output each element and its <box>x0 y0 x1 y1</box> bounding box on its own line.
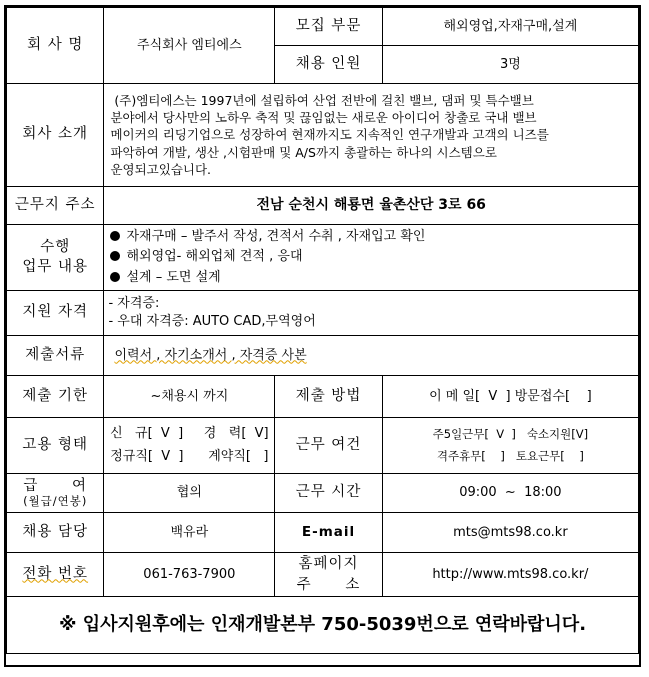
phone-label: 전화 번호 <box>7 553 104 597</box>
homepage-label-line1: 홈페이지 <box>298 556 359 573</box>
employment-type-line1: 신 규[ V ] 경 력[ V] <box>110 425 269 441</box>
recruit-dept-value: 해외영업,자재구매,설계 <box>382 8 638 46</box>
duties-list <box>104 225 639 291</box>
work-hours-value: 09:00 ~ 18:00 <box>382 474 638 513</box>
deadline-value: ~채용시 까지 <box>104 376 275 418</box>
intro-line: 운영되고있습니다. <box>110 161 212 177</box>
submit-method-label: 제출 방법 <box>275 376 383 418</box>
duty-item: 설계 – 도면 설계 <box>108 268 634 288</box>
intro-line: (주)엠티에스는 1997년에 설립하여 산업 전반에 걸친 밸브, 댐퍼 및 특수밸브 <box>110 92 534 108</box>
intro-line: 파악하여 개발, 생산 ,시험판매 및 A/S까지 총괄하는 하나의 시스템으로 <box>110 144 497 160</box>
homepage-label-line2: 주 소 <box>296 576 361 593</box>
work-conditions-line1: 주5일근무[ V ] 숙소지원[V] <box>432 426 589 441</box>
job-posting-table <box>6 7 639 654</box>
footer-notice: ※ 입사지원후에는 인재개발본부 750-5039번으로 연락바랍니다. <box>7 597 639 654</box>
company-name-value: 주식회사 엠티에스 <box>104 8 275 84</box>
company-name-label: 회 사 명 <box>7 8 104 84</box>
email-value[interactable]: mts@mts98.co.kr <box>382 513 638 553</box>
duty-item: 자재구매 – 발주서 작성, 견적서 수취 , 자재입고 확인 <box>108 227 634 247</box>
work-conditions-value <box>382 418 638 474</box>
bullet-icon <box>110 272 120 282</box>
duties-label-line1: 수행 <box>40 238 71 255</box>
work-conditions-label: 근무 여건 <box>275 418 383 474</box>
documents-value: 이력서 , 자기소개서 , 자격증 사본 <box>104 336 639 376</box>
duties-label <box>7 225 104 291</box>
company-intro-text <box>104 84 639 187</box>
qualifications-list <box>104 291 639 336</box>
headcount-label: 채용 인원 <box>275 46 383 84</box>
duties-label-line2: 업무 내용 <box>22 258 89 275</box>
homepage-label <box>275 553 383 597</box>
qualifications-label: 지원 자격 <box>7 291 104 336</box>
workplace-value: 전남 순천시 해룡면 율촌산단 3로 66 <box>104 187 639 225</box>
employment-type-line2: 정규직[ V ] 계약직[ ] <box>110 448 269 464</box>
job-posting-form <box>4 5 641 667</box>
employment-type-label: 고용 형태 <box>7 418 104 474</box>
qualification-item: - 자격증: <box>108 296 160 312</box>
salary-label-line1: 급 여 <box>23 477 88 494</box>
company-intro-label: 회사 소개 <box>7 84 104 187</box>
qualification-item: - 우대 자격증: AUTO CAD,무역영어 <box>108 314 316 329</box>
salary-label-line2: (월급/연봉) <box>23 493 88 508</box>
deadline-label: 제출 기한 <box>7 376 104 418</box>
work-conditions-line2: 격주휴무[ ] 토요근무[ ] <box>436 448 584 463</box>
bullet-icon <box>110 251 120 261</box>
workplace-label: 근무지 주소 <box>7 187 104 225</box>
hr-contact-label: 채용 담당 <box>7 513 104 553</box>
recruit-dept-label: 모집 부문 <box>275 8 383 46</box>
phone-value: 061-763-7900 <box>104 553 275 597</box>
employment-type-value <box>104 418 275 474</box>
submit-method-value: 이 메 일[ V ] 방문접수[ ] <box>382 376 638 418</box>
salary-label <box>7 474 104 513</box>
hr-contact-value: 백유라 <box>104 513 275 553</box>
intro-line: 분야에서 당사만의 노하우 축적 및 끊임없는 새로운 아이디어 창출로 국내 밸브 <box>110 110 537 126</box>
work-hours-label: 근무 시간 <box>275 474 383 513</box>
headcount-value: 3명 <box>382 46 638 84</box>
intro-line: 메이커의 리딩기업으로 성장하여 현재까지도 지속적인 연구개발과 고객의 니즈를 <box>110 127 549 143</box>
homepage-link[interactable]: http://www.mts98.co.kr/ <box>382 553 638 597</box>
documents-label: 제출서류 <box>7 336 104 376</box>
duty-item: 해외영업- 해외업체 견적 , 응대 <box>108 247 634 267</box>
salary-value: 협의 <box>104 474 275 513</box>
email-label: E-mail <box>275 513 383 553</box>
bullet-icon <box>110 231 120 241</box>
